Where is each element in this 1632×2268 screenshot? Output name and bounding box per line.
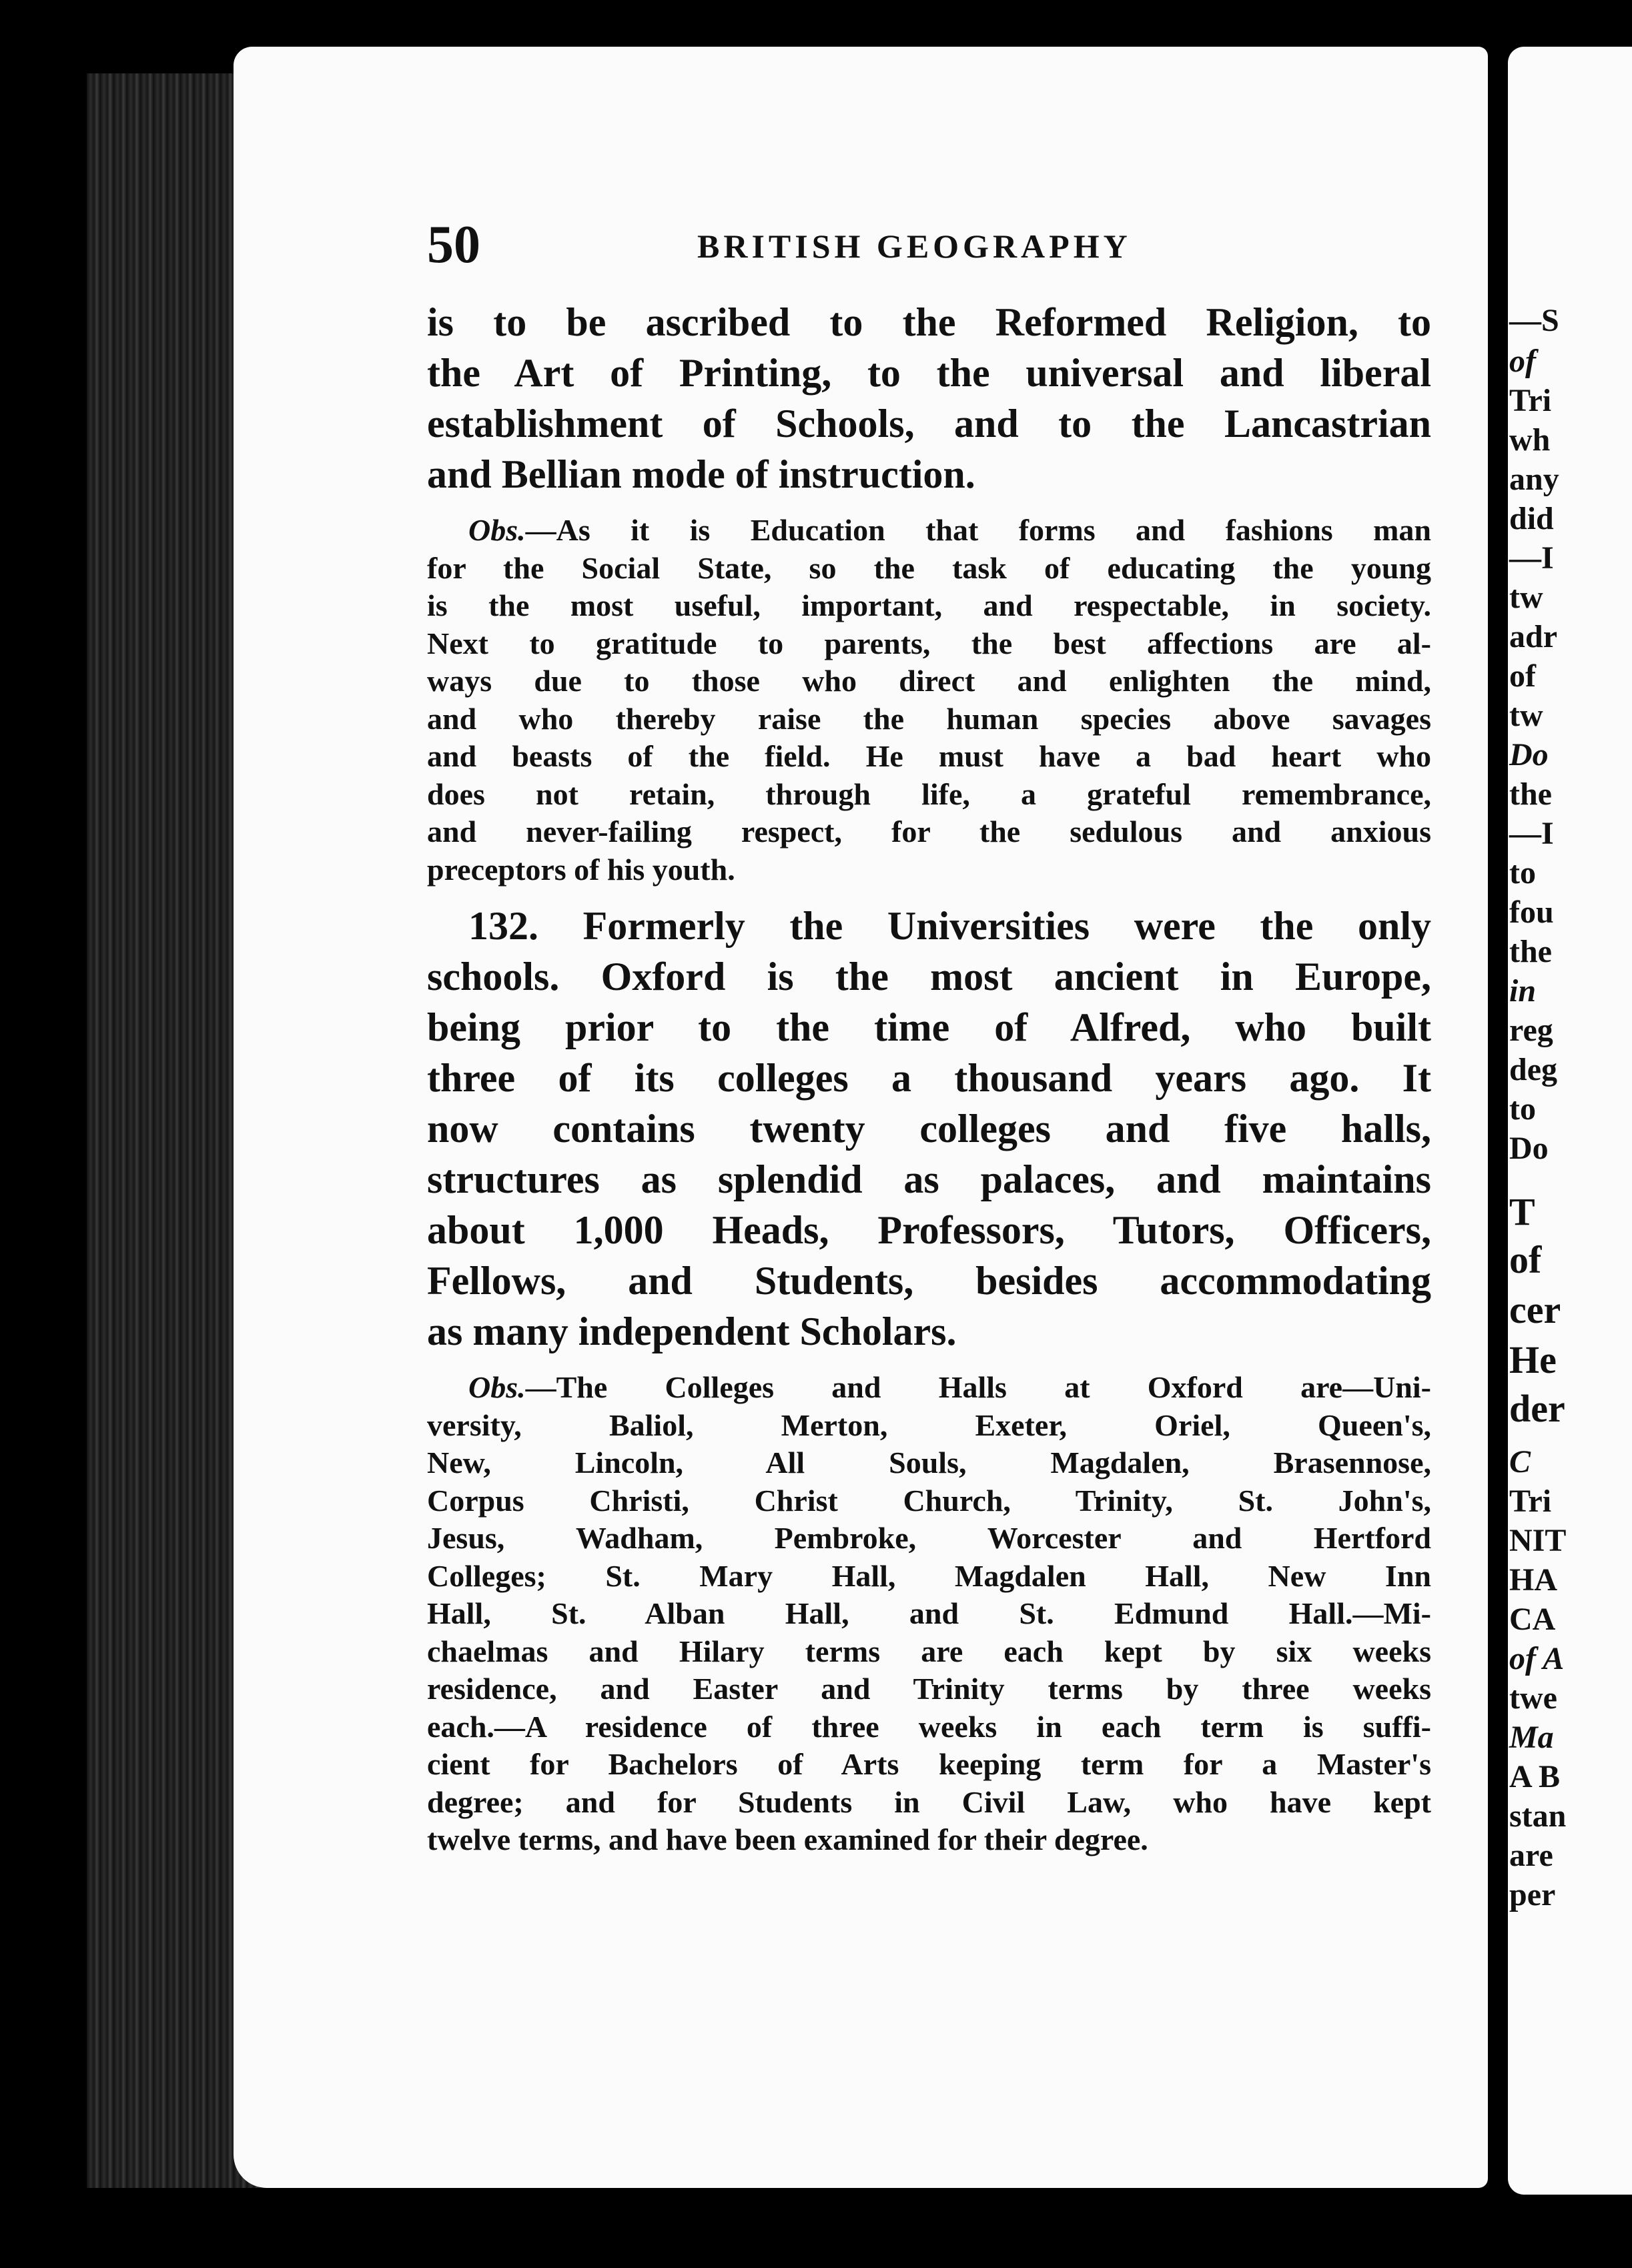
facing-fragment: T — [1509, 1190, 1535, 1233]
facing-fragment: the — [1509, 934, 1552, 969]
text-line: Hall, St. Alban Hall, and St. Edmund Hall.—Mi- — [427, 1596, 1431, 1630]
facing-fragment: der — [1509, 1387, 1565, 1430]
facing-fragment: fou — [1509, 895, 1554, 930]
facing-fragment: tw — [1509, 698, 1543, 733]
text-line: about 1,000 Heads, Professors, Tutors, Officers, — [427, 1208, 1431, 1252]
text-line: cient for Bachelors of Arts keeping term for a Master's — [427, 1747, 1431, 1781]
facing-fragment: —I — [1509, 816, 1554, 851]
facing-fragment: Tri — [1509, 383, 1552, 418]
facing-fragment: wh — [1509, 422, 1551, 458]
facing-fragment: of A — [1509, 1641, 1565, 1676]
text-line: and never-failing respect, for the sedulous and anxious — [427, 814, 1431, 848]
facing-fragment: twe — [1509, 1680, 1557, 1716]
facing-fragment: Do — [1509, 1131, 1549, 1166]
facing-fragment: of — [1509, 344, 1536, 379]
page-body — [427, 297, 1431, 1859]
facing-fragment: of — [1509, 658, 1536, 694]
obs-label: Obs. — [468, 513, 526, 547]
facing-fragment: did — [1509, 501, 1554, 536]
facing-fragment: cer — [1509, 1288, 1561, 1331]
facing-fragment: tw — [1509, 580, 1543, 615]
text-line: versity, Baliol, Merton, Exeter, Oriel, Queen's, — [427, 1407, 1431, 1442]
facing-fragment: any — [1509, 462, 1559, 497]
facing-fragment: the — [1509, 776, 1552, 812]
text-line: as many independent Scholars. — [427, 1309, 957, 1353]
text-line: residence, and Easter and Trinity terms by three weeks — [427, 1672, 1431, 1706]
facing-fragment: reg — [1509, 1013, 1553, 1048]
facing-fragment: deg — [1509, 1052, 1557, 1087]
text-line: three of its colleges a thousand years ago. It — [427, 1056, 1431, 1100]
facing-fragment: —I — [1509, 540, 1554, 576]
paragraph-132 — [427, 901, 1431, 1357]
text-line: structures as splendid as palaces, and maintains — [427, 1157, 1431, 1201]
text-line: for the Social State, so the task of educating the young — [427, 550, 1431, 585]
text-line: establishment of Schools, and to the Lancastrian — [427, 402, 1431, 446]
text-line: ways due to those who direct and enlighten the mind, — [427, 664, 1431, 698]
text-line: degree; and for Students in Civil Law, who have kept — [427, 1784, 1431, 1819]
text-line: being prior to the time of Alfred, who built — [427, 1005, 1431, 1049]
facing-fragment: Ma — [1509, 1720, 1554, 1755]
text-line: schools. Oxford is the most ancient in Europe, — [427, 955, 1431, 999]
facing-fragment: per — [1509, 1877, 1556, 1912]
running-title: BRITISH GEOGRAPHY — [697, 227, 1132, 265]
text-line: 132. Formerly the Universities were the only — [468, 904, 1431, 948]
facing-fragment: Tri — [1509, 1484, 1552, 1519]
text-line: Colleges; St. Mary Hall, Magdalen Hall, New Inn — [427, 1558, 1431, 1593]
page-number: 50 — [427, 215, 480, 274]
text-line: Corpus Christi, Christ Church, Trinity, St. John's, — [427, 1483, 1431, 1518]
text-line: and beasts of the field. He must have a bad heart who — [427, 739, 1431, 773]
text-line: now contains twenty colleges and five halls, — [427, 1107, 1431, 1151]
text-line: and Bellian mode of instruction. — [427, 452, 975, 496]
facing-fragment: are — [1509, 1838, 1553, 1873]
text-line: twelve terms, and have been examined for their degree. — [427, 1822, 1148, 1856]
facing-fragment: Do — [1509, 737, 1549, 772]
facing-fragment: A B — [1509, 1759, 1561, 1794]
text-line: does not retain, through life, a grateful remembrance, — [427, 776, 1431, 811]
facing-fragment: to — [1509, 855, 1536, 891]
text-line: Next to gratitude to parents, the best affections are al- — [427, 626, 1431, 660]
text-line: New, Lincoln, All Souls, Magdalen, Brasennose, — [427, 1446, 1431, 1480]
facing-fragment: CA — [1509, 1602, 1556, 1637]
facing-fragment: HA — [1509, 1562, 1557, 1598]
facing-fragment: adr — [1509, 619, 1557, 654]
observation-2 — [427, 1369, 1431, 1859]
facing-fragment: of — [1509, 1238, 1542, 1281]
facing-page — [1508, 47, 1632, 2195]
facing-fragment: in — [1509, 973, 1537, 1009]
text-line: preceptors of his youth. — [427, 852, 735, 887]
facing-fragment: —S — [1509, 303, 1559, 338]
facing-fragment: He — [1509, 1338, 1557, 1381]
observation-1 — [427, 512, 1431, 889]
text-line: Jesus, Wadham, Pembroke, Worcester and Hertford — [427, 1521, 1431, 1555]
text-line: Obs.—The Colleges and Halls at Oxford are—Uni- — [468, 1370, 1431, 1404]
text-line: is to be ascribed to the Reformed Religion, to — [427, 300, 1431, 344]
text-line: Obs.—As it is Education that forms and fashions man — [468, 513, 1431, 547]
paragraph-131-continued — [427, 297, 1431, 500]
facing-fragment: stan — [1509, 1798, 1567, 1834]
text-line: and who thereby raise the human species above savages — [427, 701, 1431, 736]
text-line: chaelmas and Hilary terms are each kept by six weeks — [427, 1634, 1431, 1668]
text-line: the Art of Printing, to the universal and liberal — [427, 351, 1431, 395]
obs-label: Obs. — [468, 1370, 526, 1404]
facing-fragment: to — [1509, 1091, 1536, 1127]
text-line: is the most useful, important, and respectable, in society. — [427, 588, 1431, 622]
facing-fragment: C — [1509, 1444, 1531, 1480]
text-line: Fellows, and Students, besides accommodating — [427, 1259, 1431, 1303]
page-header — [427, 215, 1441, 274]
text-line: each.—A residence of three weeks in each term is suffi- — [427, 1709, 1431, 1744]
facing-fragment: NIT — [1509, 1523, 1567, 1558]
